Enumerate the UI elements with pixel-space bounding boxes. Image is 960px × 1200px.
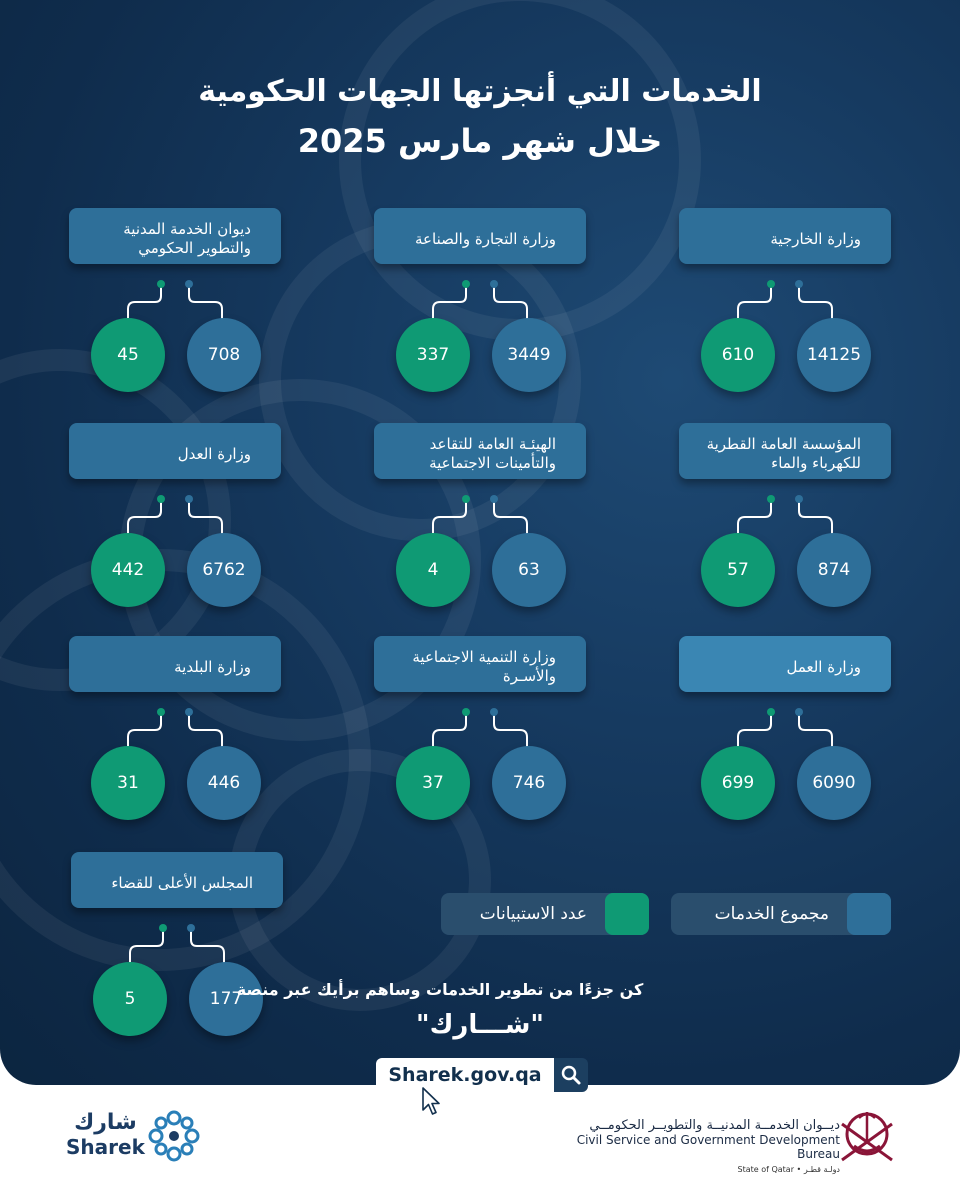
- surveys-count: 699: [701, 746, 775, 820]
- url-text[interactable]: Sharek.gov.qa: [376, 1058, 554, 1092]
- entity-label: وزارة البلدية: [69, 636, 281, 692]
- surveys-count: 31: [91, 746, 165, 820]
- entity-card: [69, 636, 281, 793]
- connector-lines: [69, 479, 281, 539]
- services-count: 708: [187, 318, 261, 392]
- surveys-count: 337: [396, 318, 470, 392]
- cursor-icon: [420, 1086, 444, 1118]
- legend-surveys-label: عدد الاستبيانات: [479, 904, 587, 924]
- surveys-count: 37: [396, 746, 470, 820]
- entity-card: [374, 423, 586, 580]
- connector-lines: [69, 264, 281, 324]
- entity-card: [69, 423, 281, 580]
- connector-lines: [374, 264, 586, 324]
- services-count: 3449: [492, 318, 566, 392]
- services-count: 446: [187, 746, 261, 820]
- entity-label: الهيئـة العامة للتقاعد والتأمينات الاجتماعية: [374, 423, 586, 479]
- bureau-name-ar: ديــوان الخدمــة المدنيــة والتطويــر الحكومــي: [589, 1118, 840, 1133]
- surveys-count: 57: [701, 533, 775, 607]
- page-title: الخدمات التي أنجزتها الجهات الحكومية: [198, 74, 762, 109]
- url-search-bar[interactable]: [376, 1058, 586, 1092]
- connector-lines: [374, 479, 586, 539]
- surveys-count: 45: [91, 318, 165, 392]
- entity-card: [69, 208, 281, 365]
- platform-name: "شـــارك": [416, 1010, 544, 1040]
- search-icon: [560, 1064, 582, 1086]
- connector-lines: [679, 692, 891, 752]
- search-button[interactable]: [554, 1058, 588, 1092]
- legend-services: [671, 893, 891, 935]
- bureau-name-en: Civil Service and Government Development Bureau: [576, 1133, 840, 1161]
- entity-label: وزارة العمل: [679, 636, 891, 692]
- services-swatch: [847, 893, 891, 935]
- services-count: 874: [797, 533, 871, 607]
- entity-label: وزارة العدل: [69, 423, 281, 479]
- entity-label: وزارة التجارة والصناعة: [374, 208, 586, 264]
- sharek-name-ar: شارك: [74, 1110, 137, 1135]
- qatar-emblem-icon: [836, 1104, 898, 1168]
- entity-label: وزارة التنمية الاجتماعية والأسـرة: [374, 636, 586, 692]
- connector-lines: [71, 908, 283, 968]
- surveys-count: 4: [396, 533, 470, 607]
- entity-card: [71, 852, 283, 1009]
- services-count: 177: [189, 962, 263, 1036]
- services-count: 14125: [797, 318, 871, 392]
- connector-lines: [374, 692, 586, 752]
- services-count: 63: [492, 533, 566, 607]
- surveys-count: 610: [701, 318, 775, 392]
- bureau-logo-text: [540, 1118, 840, 1174]
- services-count: 6090: [797, 746, 871, 820]
- legend-surveys: [441, 893, 649, 935]
- sharek-logo-text: [66, 1110, 145, 1159]
- entity-label: المؤسسة العامة القطرية للكهرباء والماء: [679, 423, 891, 479]
- entity-label: وزارة الخارجية: [679, 208, 891, 264]
- services-count: 746: [492, 746, 566, 820]
- connector-lines: [69, 692, 281, 752]
- cta-text: كن جزءًا من تطوير الخدمات وساهم برأيك عبر منصة: [236, 980, 644, 999]
- entity-card: [374, 636, 586, 793]
- surveys-count: 442: [91, 533, 165, 607]
- surveys-count: 5: [93, 962, 167, 1036]
- services-count: 6762: [187, 533, 261, 607]
- page-subtitle: خلال شهر مارس 2025: [297, 122, 663, 160]
- connector-lines: [679, 479, 891, 539]
- entity-card: [679, 423, 891, 580]
- entity-card: [374, 208, 586, 365]
- entity-label: المجلس الأعلى للقضاء: [71, 852, 283, 908]
- connector-lines: [679, 264, 891, 324]
- legend-services-label: مجموع الخدمات: [714, 904, 829, 924]
- sharek-name-en: Sharek: [66, 1135, 145, 1159]
- entity-card: [679, 636, 891, 793]
- entity-card: [679, 208, 891, 365]
- entity-label: ديوان الخدمة المدنية والتطوير الحكومي: [69, 208, 281, 264]
- sharek-logo-icon: [146, 1108, 202, 1164]
- state-of-qatar: State of Qatar • دولـة قطـر: [737, 1165, 840, 1174]
- surveys-swatch: [605, 893, 649, 935]
